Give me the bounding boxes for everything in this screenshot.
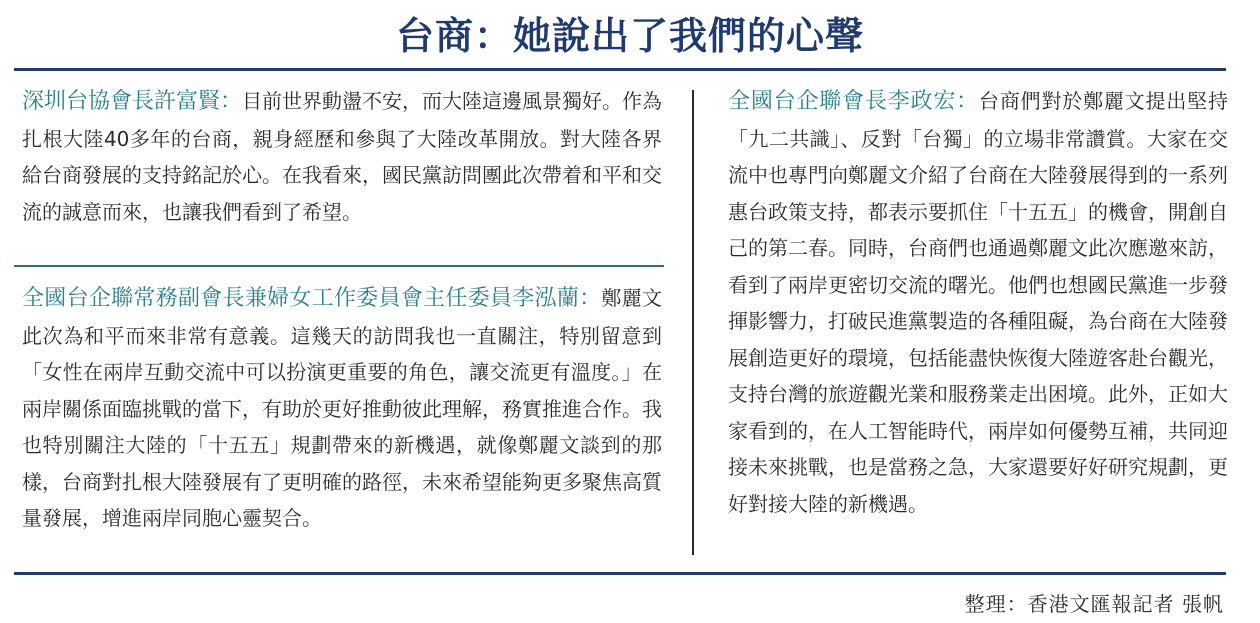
top-divider <box>14 68 1226 71</box>
speaker-name-3: 全國台企聯會長李政宏： <box>728 89 979 114</box>
quote-text-3: 台商們對於鄭麗文提出堅持「九二共識」、反對「台獨」的立場非常讚賞。大家在交流中也專門向鄭麗文介紹了台商在大陸發展得到的一系列惠台政策支持，都表示要抓住「十五五」的機會，開創自己的第二春。同時，台商們也通過鄭麗文此次應邀來訪，看到了兩岸更密切交流的曙光。他們也想國民黨進一步發揮影響力，打破民進黨製造的各種阻礙，為台商在大陸發展創造更好的環境，包括能盡快恢復大陸遊客赴台觀光，支持台灣的旅遊觀光業和服務業走出困境。此外，正如大家看到的，在人工智能時代，兩岸如何優勢互補，共同迎接未來挑戰，也是當務之急，大家還要好好研究規劃，更好對接大陸的新機遇。 <box>728 89 1228 516</box>
bottom-divider <box>14 572 1226 575</box>
byline-credit: 整理：香港文匯報記者 張帆 <box>964 592 1224 616</box>
quote-block-1 <box>22 83 662 230</box>
quote-text-1: 目前世界動盪不安，而大陸這邊風景獨好。作為扎根大陸40多年的台商，親身經歷和參與了大陸改革開放。對大陸各界給台商發展的支持銘記於心。在我看來，國民黨訪問團此次帶着和平和交流的誠意而來，也讓我們看到了希望。 <box>22 89 663 224</box>
column-divider <box>692 90 694 555</box>
page-title: 台商：她說出了我們的心聲 <box>395 14 864 58</box>
section-divider <box>14 265 664 267</box>
quote-block-2 <box>22 280 662 537</box>
speaker-name-1: 深圳台協會長許富賢： <box>22 89 243 114</box>
quote-block-3 <box>728 83 1228 522</box>
speaker-name-2: 全國台企聯常務副會長兼婦女工作委員會主任委員李泓蘭： <box>22 286 602 311</box>
quote-text-2: 鄭麗文此次為和平而來非常有意義。這幾天的訪問我也一直關注，特別留意到「女性在兩岸互動交流中可以扮演更重要的角色，讓交流更有溫度。」在兩岸關係面臨挑戰的當下，有助於更好推動彼此理解，務實推進合作。我也特別關注大陸的「十五五」規劃帶來的新機遇，就像鄭麗文談到的那樣，台商對扎根大陸發展有了更明確的路徑，未來希望能夠更多聚焦高質量發展，增進兩岸同胞心靈契合。 <box>22 286 662 530</box>
